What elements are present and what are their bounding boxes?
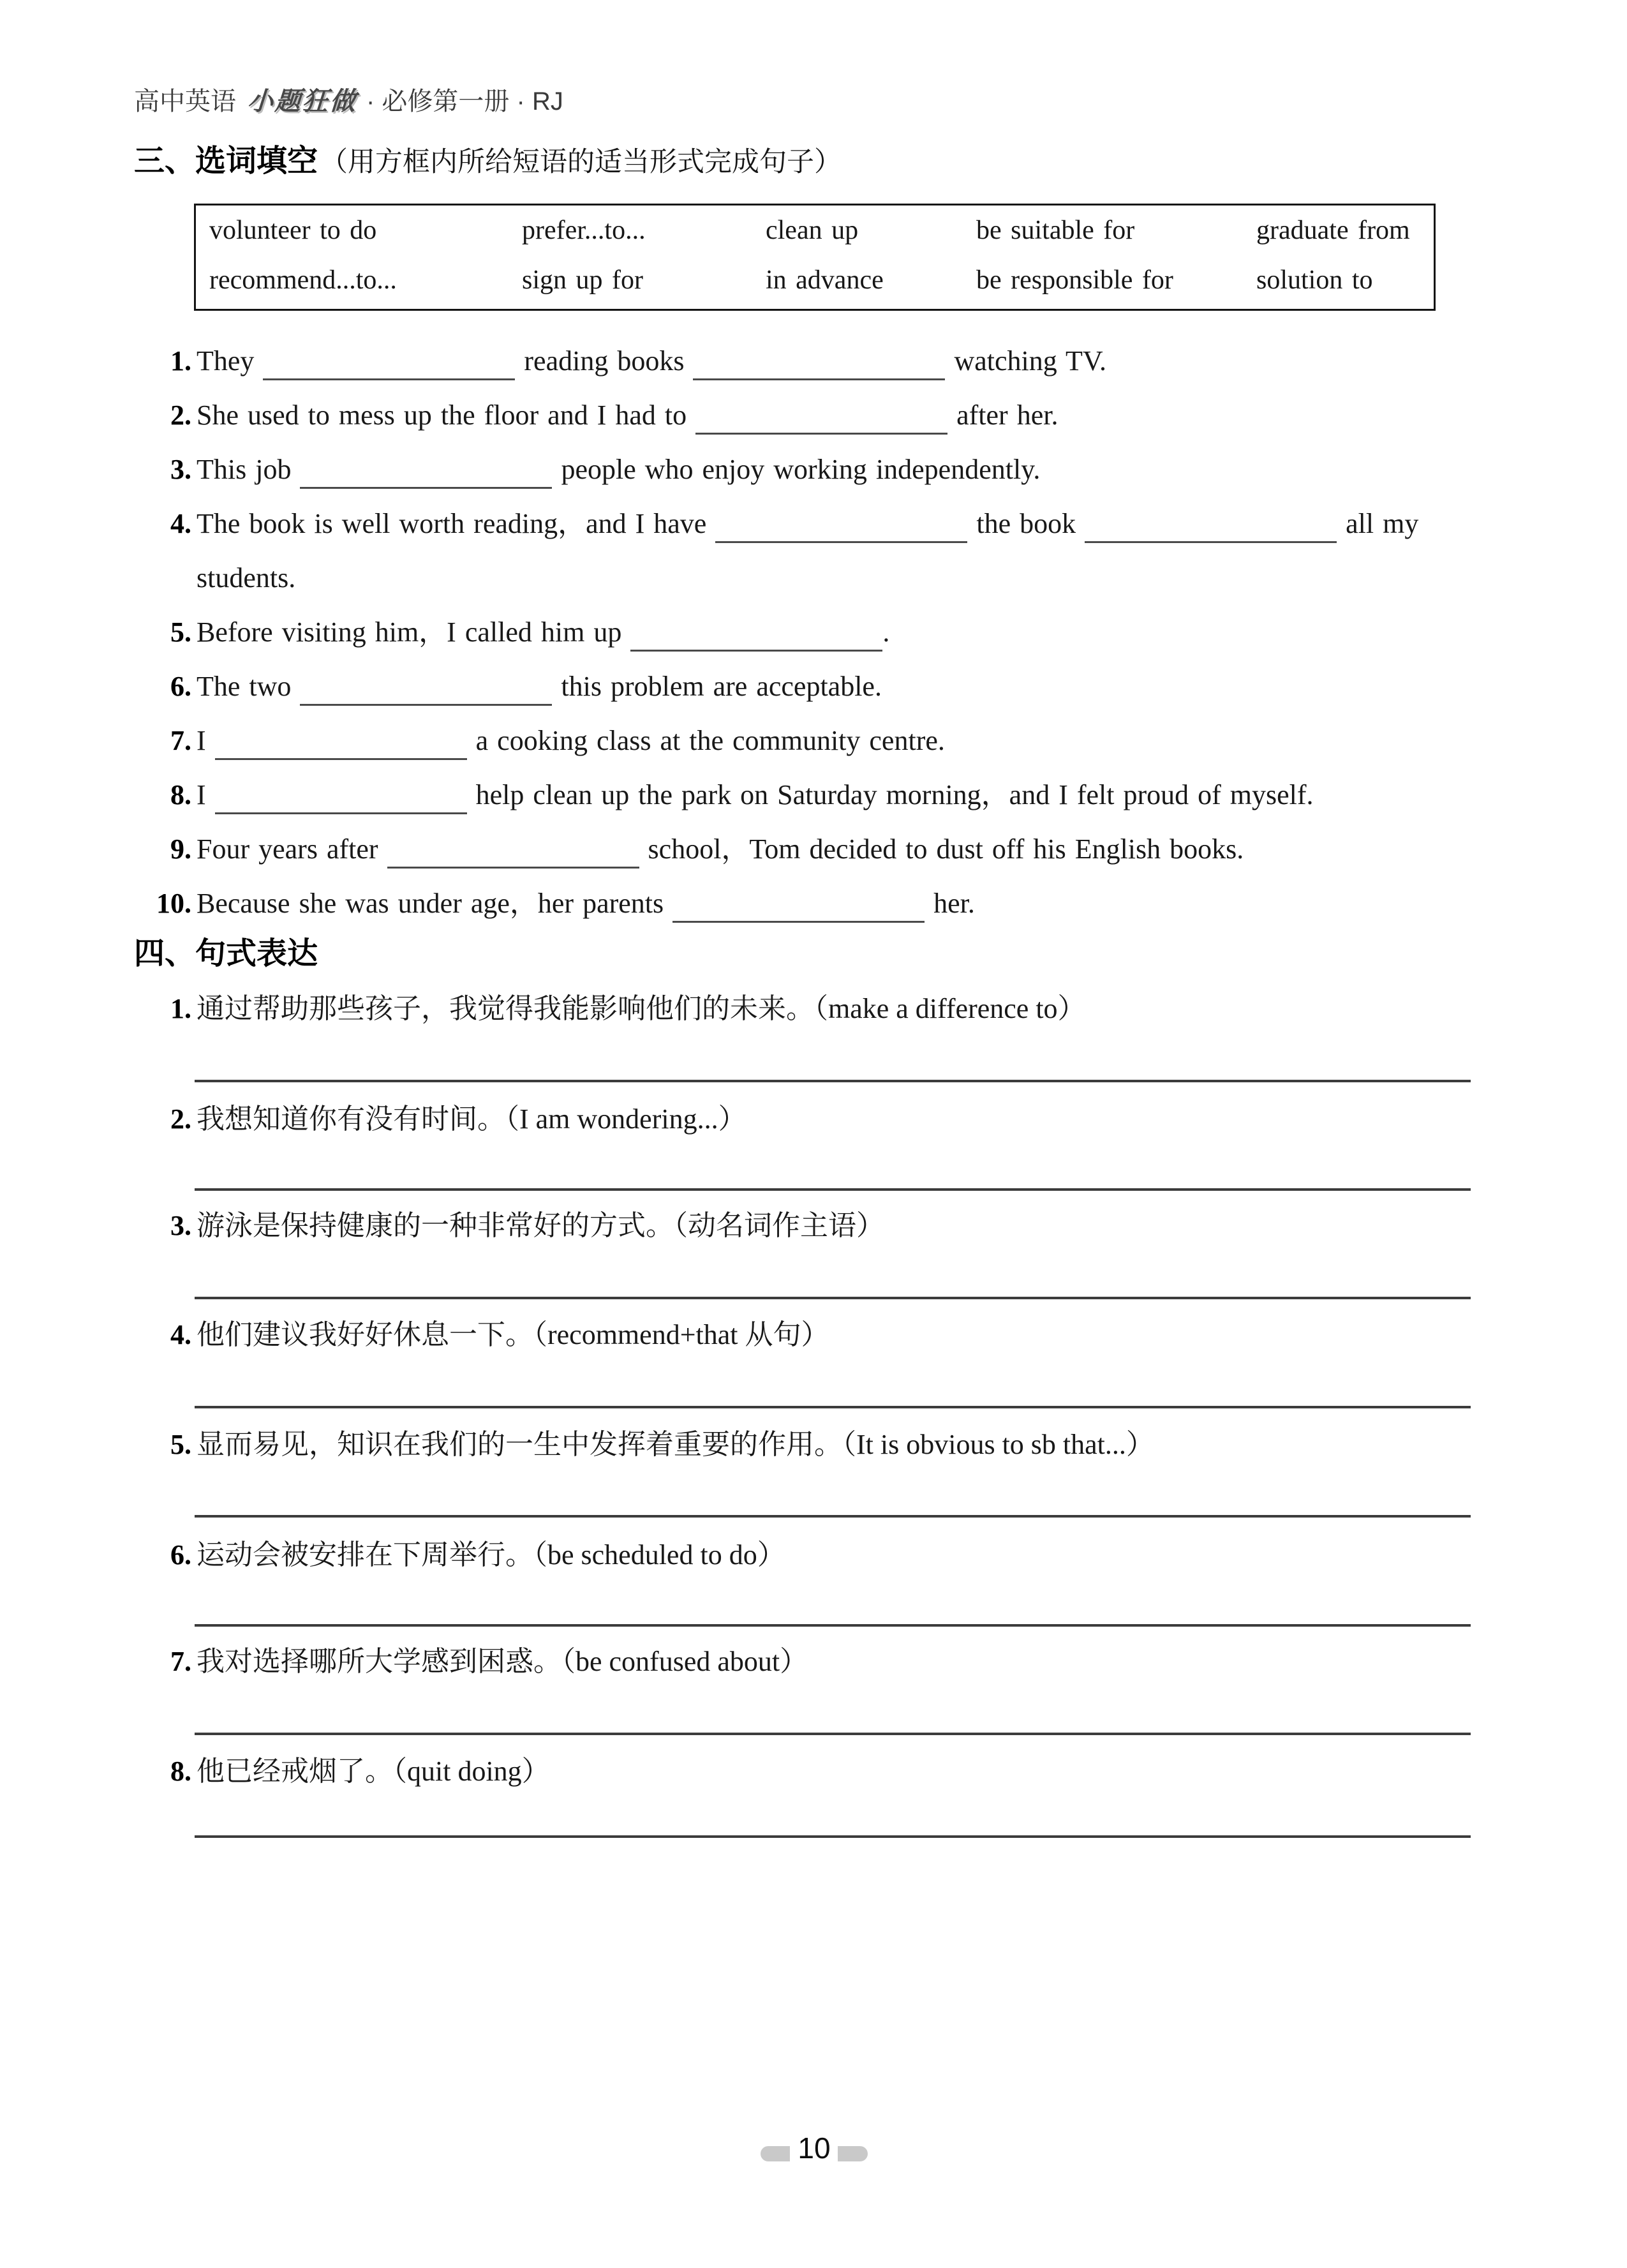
sentence-text: Before visiting him，I called him up xyxy=(197,616,631,648)
translation-item xyxy=(140,1426,1575,1464)
word-bank-phrase: prefer...to... xyxy=(522,216,646,245)
sentence-text: This job xyxy=(197,454,301,485)
answer-blank xyxy=(263,378,515,380)
sentence-text: this problem are acceptable. xyxy=(552,671,882,702)
item-number: 2. xyxy=(170,399,191,431)
word-bank-phrase: recommend...to... xyxy=(209,265,397,295)
fill-blank-item xyxy=(140,659,1575,713)
page-header xyxy=(134,86,563,117)
word-bank-phrase: sign up for xyxy=(522,265,643,295)
section3-title: 三、选词填空 xyxy=(134,144,318,178)
fill-blank-item xyxy=(140,442,1575,496)
answer-blank xyxy=(693,378,945,380)
item-number: 7. xyxy=(170,725,191,756)
item-number: 3. xyxy=(170,1210,191,1241)
translation-prompt: 我对选择哪所大学感到困惑。（be confused about） xyxy=(197,1646,808,1677)
translation-prompt: 他们建议我好好休息一下。（recommend+that 从句） xyxy=(197,1319,829,1350)
fill-blank-item xyxy=(140,822,1575,876)
page-number: 10 xyxy=(798,2131,831,2165)
word-bank-phrase: in advance xyxy=(766,265,884,295)
translation-item xyxy=(140,1100,1575,1138)
section3-heading xyxy=(134,142,842,188)
answer-blank xyxy=(215,812,467,814)
sentence-text: school，Tom decided to dust off his English books. xyxy=(639,833,1244,865)
sentence-text: The two xyxy=(197,671,301,702)
sentence-text: I xyxy=(197,779,215,810)
item-number: 9. xyxy=(170,833,191,865)
translation-prompt: 通过帮助那些孩子，我觉得我能影响他们的未来。（make a difference to） xyxy=(197,993,1086,1024)
answer-blank xyxy=(695,433,947,435)
section4-title: 四、句式表达 xyxy=(134,937,318,971)
sentence-text: students. xyxy=(197,562,296,593)
item-number: 10. xyxy=(156,888,191,919)
item-number: 1. xyxy=(170,345,191,377)
item-number: 2. xyxy=(170,1103,191,1135)
word-bank-phrase: graduate from xyxy=(1256,216,1410,245)
header-brand: 高中英语 xyxy=(134,87,236,116)
answer-blank xyxy=(715,541,967,543)
fill-blank-item xyxy=(140,713,1575,768)
answer-writing-line xyxy=(195,1835,1471,1838)
answer-blank xyxy=(1085,541,1337,543)
translation-prompt: 游泳是保持健康的一种非常好的方式。（动名词作主语） xyxy=(197,1210,884,1241)
fill-blank-item xyxy=(140,605,1575,659)
word-bank-phrase: clean up xyxy=(766,216,859,245)
translation-item xyxy=(140,1207,1575,1245)
answer-writing-line xyxy=(195,1406,1471,1408)
section4-heading xyxy=(134,934,318,981)
sentence-text: the book xyxy=(967,508,1085,539)
item-number: 3. xyxy=(170,454,191,485)
sentence-text: The book is well worth reading，and I have xyxy=(197,508,716,539)
footer-right-pill xyxy=(838,2146,868,2161)
translation-item xyxy=(140,1316,1575,1354)
fill-blank-item xyxy=(140,388,1575,442)
brand-logo: 小题狂做 xyxy=(246,87,359,116)
word-bank-phrase: solution to xyxy=(1256,265,1373,295)
section3-instruction: （用方框内所给短语的适当形式完成句子） xyxy=(320,147,842,177)
item-number: 4. xyxy=(170,1319,191,1350)
translation-item xyxy=(140,1752,1575,1791)
item-number: 1. xyxy=(170,993,191,1024)
answer-blank xyxy=(215,758,467,760)
sentence-text: people who enjoy working independently. xyxy=(552,454,1041,485)
translation-prompt: 运动会被安排在下周举行。（be scheduled to do） xyxy=(197,1539,785,1570)
item-number: 8. xyxy=(170,779,191,810)
translation-item xyxy=(140,1643,1575,1681)
fill-blank-item xyxy=(140,496,1575,605)
translation-prompt: 我想知道你有没有时间。（I am wondering...） xyxy=(197,1103,747,1135)
translation-prompt: 显而易见，知识在我们的一生中发挥着重要的作用。（It is obvious to sb that...） xyxy=(197,1429,1154,1460)
word-bank-box xyxy=(194,204,1436,311)
sentence-text: a cooking class at the community centre. xyxy=(466,725,945,756)
answer-writing-line xyxy=(195,1188,1471,1191)
item-number: 7. xyxy=(170,1646,191,1677)
sentence-text: I xyxy=(197,725,215,756)
sentence-text: all my xyxy=(1337,508,1419,539)
answer-writing-line xyxy=(195,1515,1471,1518)
word-bank-phrase: be responsible for xyxy=(976,265,1173,295)
item-number: 5. xyxy=(170,1429,191,1460)
answer-blank xyxy=(672,921,925,923)
answer-blank xyxy=(630,650,882,652)
fill-blank-item xyxy=(140,768,1575,822)
sentence-text: Because she was under age，her parents xyxy=(197,888,673,919)
item-number: 6. xyxy=(170,1539,191,1570)
sentence-text: watching TV. xyxy=(945,345,1106,377)
footer-left-pill xyxy=(761,2146,790,2161)
sentence-text: help clean up the park on Saturday morning，and I felt proud of myself. xyxy=(466,779,1314,810)
sentence-text: They xyxy=(197,345,264,377)
answer-writing-line xyxy=(195,1297,1471,1299)
answer-writing-line xyxy=(195,1624,1471,1627)
translation-item xyxy=(140,1536,1575,1574)
item-number: 5. xyxy=(170,616,191,648)
answer-blank xyxy=(300,704,552,706)
sentence-text: She used to mess up the floor and I had to xyxy=(197,399,696,431)
word-bank-phrase: volunteer to do xyxy=(209,216,377,245)
sentence-text: reading books xyxy=(515,345,694,377)
item-number: 4. xyxy=(170,508,191,539)
header-volume: · 必修第一册 · RJ xyxy=(366,87,563,116)
sentence-text: after her. xyxy=(947,399,1059,431)
fill-blank-item xyxy=(140,876,1575,930)
answer-writing-line xyxy=(195,1733,1471,1735)
item-number: 8. xyxy=(170,1756,191,1787)
translation-item xyxy=(140,990,1575,1028)
word-bank-phrase: be suitable for xyxy=(976,216,1135,245)
translation-prompt: 他已经戒烟了。（quit doing） xyxy=(197,1756,550,1787)
answer-blank xyxy=(387,867,639,869)
answer-writing-line xyxy=(195,1080,1471,1082)
fill-blank-item xyxy=(140,334,1575,388)
item-number: 6. xyxy=(170,671,191,702)
sentence-text: . xyxy=(882,616,890,648)
sentence-text: her. xyxy=(925,888,975,919)
sentence-text: Four years after xyxy=(197,833,387,865)
answer-blank xyxy=(300,487,552,489)
